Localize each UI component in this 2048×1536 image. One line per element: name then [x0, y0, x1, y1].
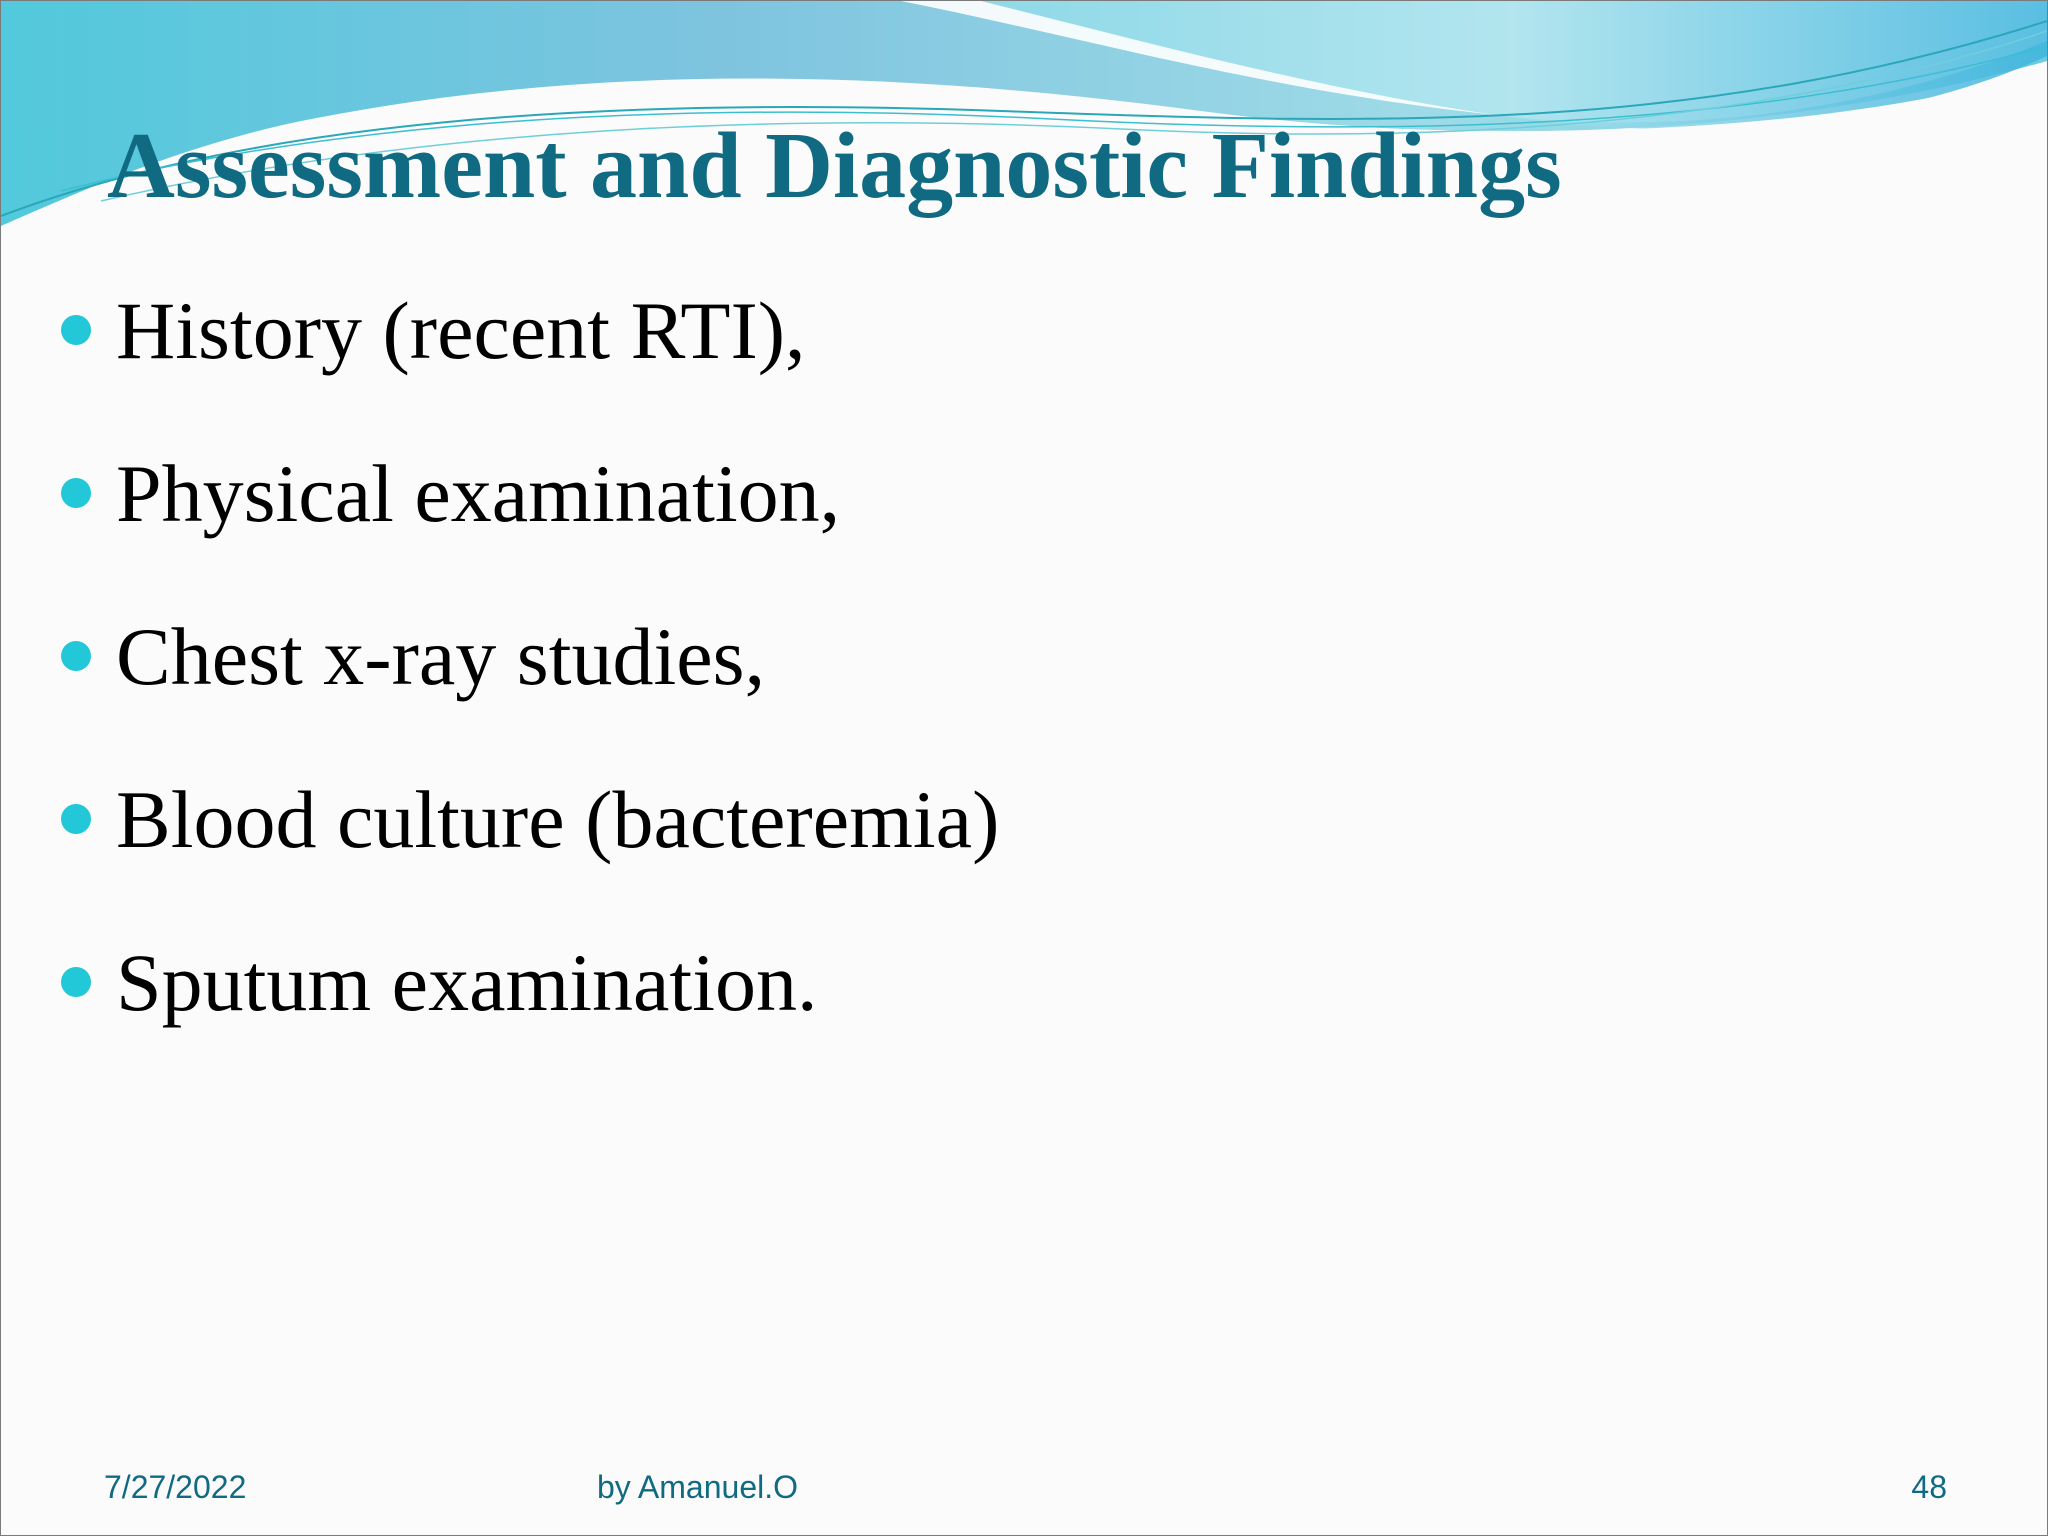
bullet-dot-icon: [61, 315, 91, 345]
bullet-item: [61, 933, 999, 1096]
bullet-item: [61, 444, 999, 607]
bullet-item: [61, 770, 999, 933]
bullet-dot-icon: [61, 478, 91, 508]
footer-date: 7/27/2022: [104, 1469, 247, 1505]
bullet-text: Chest x-ray studies,: [116, 611, 766, 702]
bullet-text: Sputum examination.: [116, 937, 818, 1028]
bullet-dot-icon: [61, 641, 91, 671]
footer-page-number: 48: [1911, 1469, 1947, 1505]
bullet-text: Physical examination,: [116, 448, 841, 539]
bullet-item: [61, 281, 999, 444]
footer-author: by Amanuel.O: [597, 1469, 798, 1505]
bullet-text: Blood culture (bacteremia): [116, 774, 1000, 865]
bullet-dot-icon: [61, 967, 91, 997]
bullet-dot-icon: [61, 804, 91, 834]
bullet-text: History (recent RTI),: [116, 285, 806, 376]
slide-title: Assessment and Diagnostic Findings: [107, 114, 1562, 218]
bullet-list: [61, 281, 999, 1096]
bullet-item: [61, 607, 999, 770]
